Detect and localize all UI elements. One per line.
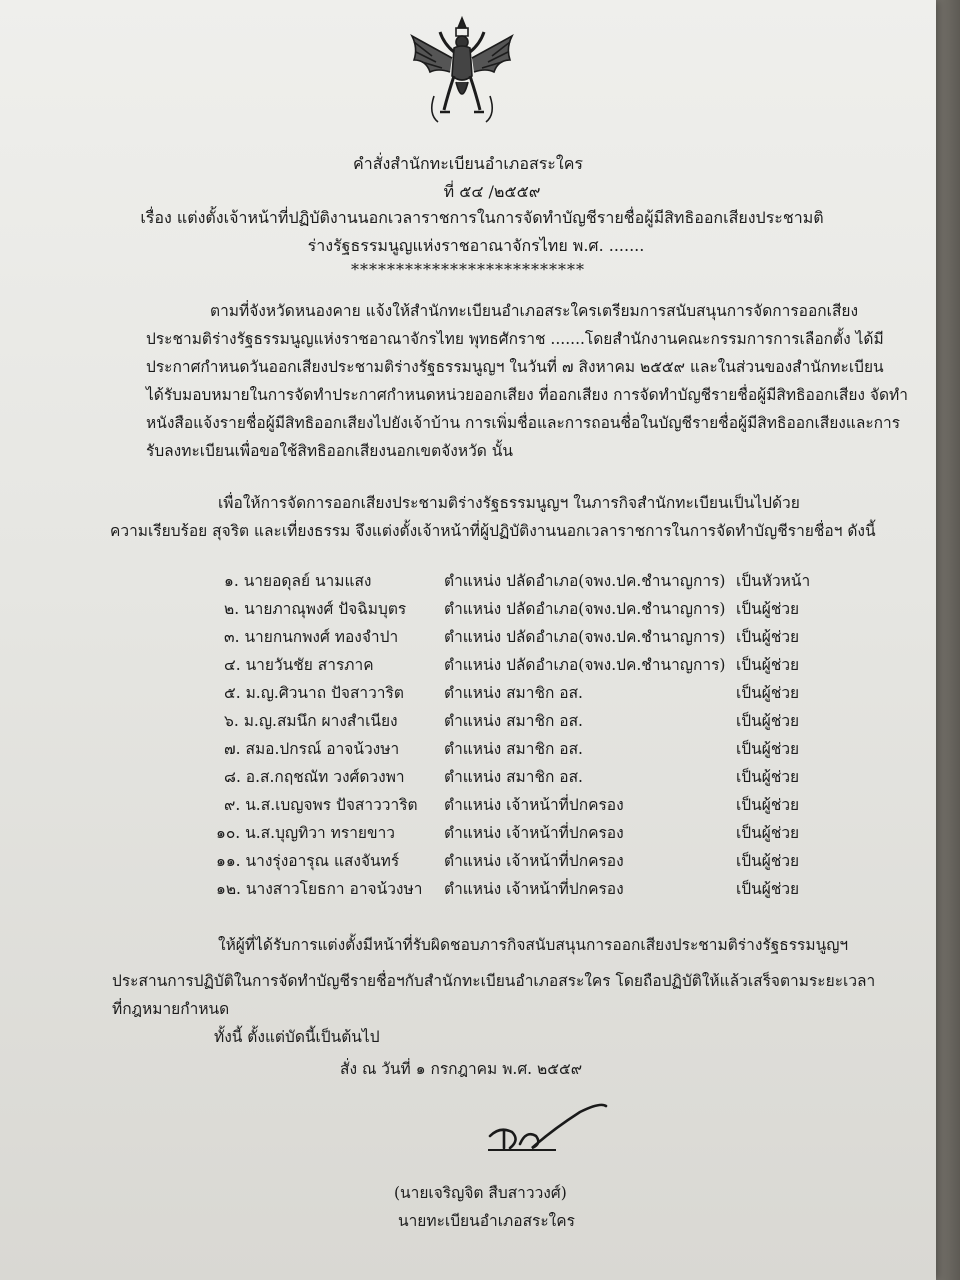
para1-line-4: ได้รับมอบหมายในการจัดทำประกาศกำหนดหน่วยออกเสียง ที่ออกเสียง การจัดทำบัญชีรายชื่อผู้มีสิทธิออกเสียง จัดทำ (146, 386, 908, 404)
appointee-position: ตำแหน่ง สมาชิก อส. (444, 712, 583, 730)
appointee-row (0, 792, 936, 818)
appointee-position: ตำแหน่ง ปลัดอำเภอ(จพง.ปค.ชำนาญการ) (444, 600, 726, 618)
header-separator: ************************** (351, 260, 585, 279)
para1-line-5: หนังสือแจ้งรายชื่อผู้มีสิทธิออกเสียงไปยังเจ้าบ้าน การเพิ่มชื่อและการถอนชื่อในบัญชีรายชื่อผู้มีสิทธิออกเสียงและการ (146, 414, 901, 432)
garuda-emblem-icon (404, 14, 520, 126)
appointee-position: ตำแหน่ง ปลัดอำเภอ(จพง.ปค.ชำนาญการ) (444, 656, 726, 674)
appointee-name: ๑๐. น.ส.บุญทิวา ทรายขาว (216, 824, 395, 842)
para1-line-1: ตามที่จังหวัดหนองคาย แจ้งให้สำนักทะเบียนอำเภอสระใครเตรียมการสนับสนุนการจัดการออกเสียง (210, 302, 859, 320)
appointee-name: ๔. นายวันชัย สารภาค (224, 656, 374, 674)
appointee-row (0, 624, 936, 650)
appointee-position: ตำแหน่ง สมาชิก อส. (444, 740, 583, 758)
appointee-position: ตำแหน่ง ปลัดอำเภอ(จพง.ปค.ชำนาญการ) (444, 572, 726, 590)
appointee-name: ๓. นายกนกพงศ์ ทองจำปา (224, 628, 399, 646)
appointee-row (0, 848, 936, 874)
appointee-name: ๙. น.ส.เบญจพร ปัจสาววาริต (224, 796, 418, 814)
appointee-role: เป็นผู้ช่วย (736, 852, 800, 870)
para1-line-6: รับลงทะเบียนเพื่อขอใช้สิทธิออกเสียงนอกเขตจังหวัด นั้น (146, 442, 513, 460)
appointee-role: เป็นผู้ช่วย (736, 600, 800, 618)
para2-line-1: เพื่อให้การจัดการออกเสียงประชามติร่างรัฐธรรมนูญฯ ในภารกิจสำนักทะเบียนเป็นไปด้วย (218, 494, 800, 512)
appointee-name: ๑๒. นางสาวโยธกา อาจน้วงษา (216, 880, 423, 898)
appointee-row (0, 652, 936, 678)
effective-clause: ทั้งนี้ ตั้งแต่บัดนี้เป็นต้นไป (214, 1028, 380, 1046)
appointee-position: ตำแหน่ง สมาชิก อส. (444, 768, 583, 786)
appointee-position: ตำแหน่ง เจ้าหน้าที่ปกครอง (444, 852, 624, 870)
appointee-name: ๑. นายอดุลย์ นามแสง (224, 572, 372, 590)
appointee-role: เป็นหัวหน้า (736, 572, 811, 590)
appointee-position: ตำแหน่ง สมาชิก อส. (444, 684, 583, 702)
appointee-row (0, 820, 936, 846)
appointee-role: เป็นผู้ช่วย (736, 824, 800, 842)
para1-line-3: ประกาศกำหนดวันออกเสียงประชามติร่างรัฐธรรมนูญฯ ในวันที่ ๗ สิงหาคม ๒๕๕๙ และในส่วนของสำนักทะเบียน (146, 358, 884, 376)
subject-line-1: เรื่อง แต่งตั้งเจ้าหน้าที่ปฏิบัติงานนอกเวลาราชการในการจัดทำบัญชีรายชื่อผู้มีสิทธิออกเสียงประชามติ (140, 208, 824, 227)
para2-line-2: ความเรียบร้อย สุจริต และเที่ยงธรรม จึงแต่งตั้งเจ้าหน้าที่ผู้ปฏิบัติงานนอกเวลาราชการในการจัดทำบัญชีรายชื่อฯ ดังนี้ (110, 522, 876, 540)
para3-line-3: ที่กฎหมายกำหนด (112, 1000, 230, 1018)
appointee-position: ตำแหน่ง เจ้าหน้าที่ปกครอง (444, 824, 624, 842)
appointee-role: เป็นผู้ช่วย (736, 796, 800, 814)
appointee-row (0, 736, 936, 762)
appointee-role: เป็นผู้ช่วย (736, 740, 800, 758)
appointee-name: ๒. นายภาณุพงศ์ ปัจฉิมบุตร (224, 600, 407, 618)
appointee-position: ตำแหน่ง ปลัดอำเภอ(จพง.ปค.ชำนาญการ) (444, 628, 726, 646)
signatory-title: นายทะเบียนอำเภอสระใคร (398, 1212, 575, 1230)
order-title: คำสั่งสำนักทะเบียนอำเภอสระใคร (353, 154, 583, 173)
para3-line-2: ประสานการปฏิบัติในการจัดทำบัญชีรายชื่อฯกับสำนักทะเบียนอำเภอสระใคร โดยถือปฏิบัติให้แล้วเสร็จตามระยะเวลา (112, 972, 876, 990)
para3-line-1: ให้ผู้ที่ได้รับการแต่งตั้งมีหน้าที่รับผิดชอบภารกิจสนับสนุนการออกเสียงประชามติร่างรัฐธรรมนูญฯ (218, 936, 849, 954)
order-date: สั่ง ณ วันที่ ๑ กรกฎาคม พ.ศ. ๒๕๕๙ (340, 1060, 583, 1078)
appointee-name: ๗. สมอ.ปกรณ์ อาจน้วงษา (224, 740, 400, 758)
appointee-name: ๕. ม.ญ.ศิวนาถ ปัจสาวาริต (224, 684, 404, 702)
signatory-name: (นายเจริญจิต สืบสาววงศ์) (394, 1184, 567, 1202)
appointee-role: เป็นผู้ช่วย (736, 684, 800, 702)
appointee-name: ๖. ม.ญ.สมนึก ผางสำเนียง (224, 712, 398, 730)
subject-line-2: ร่างรัฐธรรมนูญแห่งราชอาณาจักรไทย พ.ศ. ....... (307, 236, 645, 255)
appointee-role: เป็นผู้ช่วย (736, 768, 800, 786)
signature-mark (460, 1100, 630, 1170)
appointee-role: เป็นผู้ช่วย (736, 656, 800, 674)
appointee-row (0, 596, 936, 622)
appointee-role: เป็นผู้ช่วย (736, 712, 800, 730)
para1-line-2: ประชามติร่างรัฐธรรมนูญแห่งราชอาณาจักรไทย พุทธศักราช .......โดยสำนักงานคณะกรรมการการเลือกตั้ง ได้มี (146, 330, 884, 348)
appointee-row (0, 568, 936, 594)
appointee-role: เป็นผู้ช่วย (736, 628, 800, 646)
appointee-row (0, 764, 936, 790)
appointee-row (0, 708, 936, 734)
order-number: ที่ ๕๔ /๒๕๕๙ (443, 182, 541, 201)
appointee-name: ๘. อ.ส.กฤชณัท วงศ์ดวงพา (224, 768, 405, 786)
appointee-position: ตำแหน่ง เจ้าหน้าที่ปกครอง (444, 880, 624, 898)
appointee-row (0, 876, 936, 902)
appointee-role: เป็นผู้ช่วย (736, 880, 800, 898)
appointee-name: ๑๑. นางรุ่งอารุณ แสงจันทร์ (216, 852, 400, 870)
appointee-row (0, 680, 936, 706)
appointee-position: ตำแหน่ง เจ้าหน้าที่ปกครอง (444, 796, 624, 814)
